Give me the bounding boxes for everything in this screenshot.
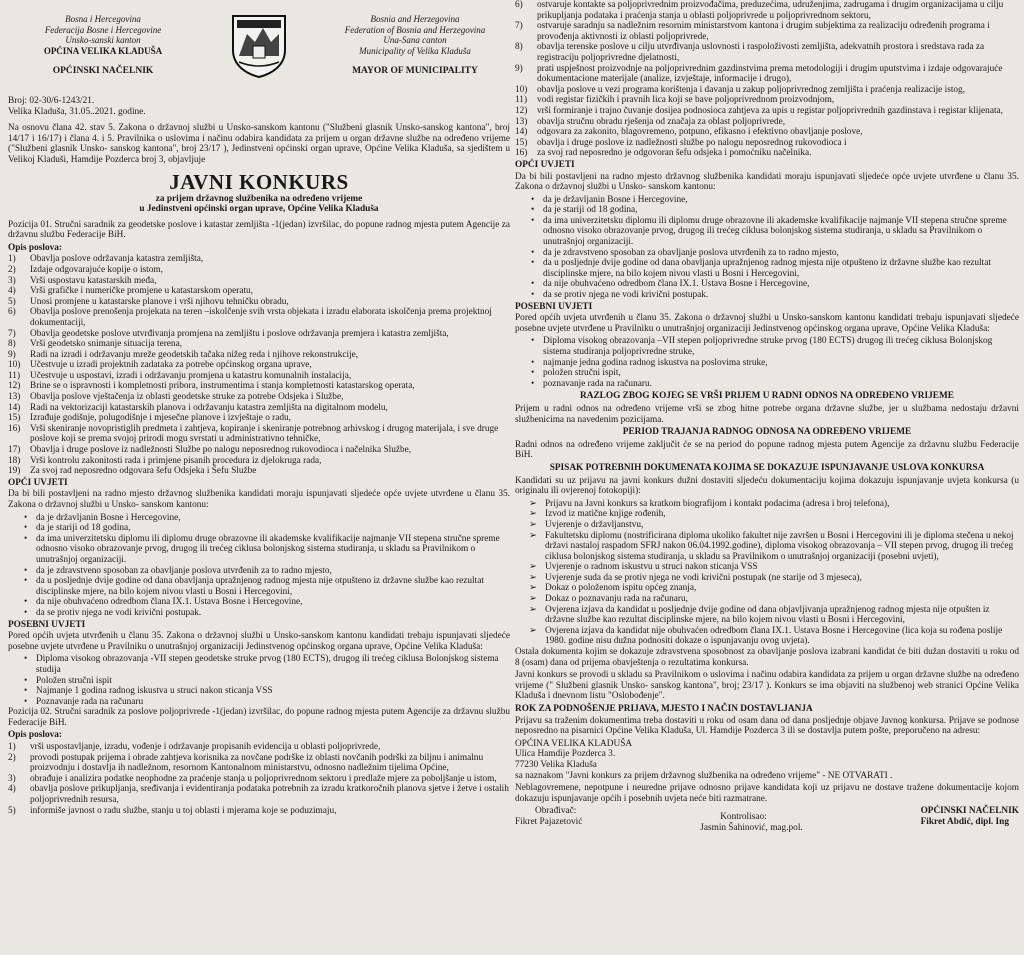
- period-text: Radni odnos na određeno vrijeme zaključit će se na period do popune radnog mjesta putem Agencije za državnu službu Federacije BiH.: [515, 439, 1019, 461]
- condition-item: • Položen stručni ispit: [36, 676, 510, 687]
- document-item: ➢ Uvjerenje suda da se protiv njega ne vodi krivični postupak (ne starije od 3 mjeseca),: [545, 573, 1019, 584]
- item-text: Učestvuje u izradi projektnih zadataka za potrebe općinskog organa uprave,: [30, 360, 312, 371]
- item-text: Vrši uspostavu katastarskih međa,: [30, 275, 157, 286]
- condition-item: • Diploma visokog obrazovanja –VII stepen poljoprivredne struke prvog (180 ECTS) drugog ili trećeg ciklusa Bolonjskog sistema studiranja poljoprivredne struke,: [543, 336, 1019, 357]
- mayor-block: [921, 806, 1019, 833]
- item-number: 14): [8, 402, 21, 413]
- official-title-right: MAYOR OF MUNICIPALITY: [352, 66, 478, 76]
- item-text: Radi na vektorizaciji katastarskih planova i održavanju katastra zemljišta na digitalnom modelu,: [30, 402, 388, 413]
- publication-note: Javni konkurs se provodi u skladu sa Pravilnikom o uslovima i načinu odabira kandidata za prijem u organ državne službe na određeno vrijeme (" Službeni glasnik Unsko- sanskog kantona", broj; 23/17 ). Konkurs se ima objaviti na službenoj web stranici Općine Velika Kladuša i dnevnom listu "Oslobođenje".: [515, 670, 1019, 702]
- duty-item: [515, 117, 1019, 128]
- item-number: 7): [8, 328, 16, 339]
- duty-item: [515, 64, 1019, 85]
- item-text: prati uspješnost proizvodnje na poljoprivrednim gazdinstvima prema metodologiji i drugim uputstvima i izdaje odgovarajuće dokumentacione materijale (analize, izvještaje, informacije i drugo),: [537, 63, 1003, 85]
- item-number: 16): [515, 148, 528, 159]
- special-conditions-label-2: POSEBNI UVJETI: [515, 301, 593, 312]
- item-text: obrađuje i analizira podatke neophodne za praćenje stanja u poljoprivrednom sektoru i predlaže mjere za poboljšanje u istom,: [30, 773, 497, 784]
- position-1-heading: Pozicija 01. Stručni saradnik za geodetske poslove i katastar zemljišta -1(jedan) izvršilac, do popune radnog mjesta putem Agencije za državnu službu Federacije BiH.: [8, 219, 510, 241]
- duties-list-position-1: [8, 254, 510, 476]
- address-line-2: Ulica Hamdije Pozderca 3.: [515, 749, 616, 760]
- general-conditions-intro-2: Da bi bili postavljeni na radno mjesto državnog službenika kandidati moraju ispunjavati sljedeće opće uvjete utvrđene u članu 35. Zakona o državnoj službi u Unsko- sanskom kantonu:: [515, 171, 1019, 193]
- condition-item: • da je zdravstveno sposoban za obavljanje poslova utvrđenih za to radno mjesto,: [543, 248, 1019, 259]
- item-text: odgovara za zakonito, blagovremeno, potpuno, efikasno i efektivno obavljanje poslove,: [537, 127, 863, 138]
- duty-item: [8, 286, 510, 297]
- duty-item: [8, 276, 510, 287]
- item-text: vodi registar fizičkih i pravnih lica koji se bave poljoprivrednom proizvodnjom,: [537, 95, 835, 106]
- condition-item: • da u posljednje dvije godine od dana obavljanja upražnjenog radnog mjesta nije otpušteno iz državne službe kao rezultat disciplinske mjere, na bilo kojem nivou vlasti u Bosni i Hercegovini,: [543, 258, 1019, 279]
- duty-item: [8, 742, 510, 753]
- item-text: Izrađuje godišnje, polugodišnje i mjesečne planove i izvještaje o radu,: [30, 413, 292, 424]
- condition-item: • poznavanje rada na računaru.: [543, 379, 1019, 390]
- document-item: ➢ Ovjerena izjava da kandidat nije obuhvaćen odredbom člana IX.1. Ustava Bosne i Hercegovine (lica koja su rođena poslije 1980. godine nisu dužna podnositi dokaze o ispunjavanju ovog uvjeta).: [545, 626, 1019, 647]
- condition-item: • da ima univerzitetsku diplomu ili diplomu druge obrazovne ili akademske kvalifikacije najmanje VII stepena stručne spreme odnosno visoko obrazovanje prvog, drugog ili trećeg ciklusa bolonjskog sistema studiranja, u skladu sa Pravilnikom o unutrašnjoj organizaciji.: [36, 534, 510, 566]
- controller-block: Kontrolisao: Jasmin Šahinović, mag.pol.: [700, 812, 803, 833]
- document-item: ➢ Prijavu na Javni konkurs sa kratkom biografijom i kontakt podacima (adresa i broj telefona),: [545, 499, 1019, 510]
- reason-text: Prijem u radni odnos na određeno vrijeme vrši se zbog hitne potrebe organa državne službe, jer u službama nedostaju državni službenicima na navedenim pozicijama.: [515, 403, 1019, 425]
- document-item: ➢ Uvjerenje o radnom iskustvu u struci nakon sticanja VSS: [545, 562, 1019, 573]
- item-number: 8): [515, 42, 523, 53]
- duty-item: [8, 424, 510, 445]
- document-item: ➢ Uvjerenje o državljanstvu,: [545, 520, 1019, 531]
- duty-item: [515, 21, 1019, 42]
- documents-heading: SPISAK POTREBNIH DOKUMENATA KOJIMA SE DOKAZUJE ISPUNJAVANJE USLOVA KONKURSA: [549, 462, 985, 473]
- official-title-left: OPĆINSKI NAČELNIK: [52, 66, 154, 76]
- general-conditions-label: OPĆI UVJETI: [8, 477, 68, 488]
- reference-number: Broj: 02-30/6-1243/21.: [8, 96, 95, 106]
- duty-item: [8, 403, 510, 414]
- item-number: 16): [8, 423, 21, 434]
- special-conditions-list-1: [8, 654, 510, 707]
- condition-item: • da ima univerzitetsku diplomu ili diplomu druge obrazovne ili akademske kvalifikacije najmanje VII stepena stručne spreme odnosno visoko obrazovanje prvog, drugog ili trećeg ciklusa bolonjskog sistema studiranja, u skladu sa Pravilnikom o unutrašnjoj organizaciji.: [543, 216, 1019, 248]
- item-number: 14): [515, 127, 528, 138]
- condition-item: • da je zdravstveno sposoban za obavljanje poslova utvrđenih za to radno mjesto,: [36, 566, 510, 577]
- general-conditions-list-2: [515, 195, 1019, 301]
- health-documents-note: Ostala dokumenta kojim se dokazuje zdravstvena sposobnost za obavljanje poslova izabrani kandidat će biti dužan dostaviti u roku od 8 (osam) dana od prijema obavještenja o rezultatima konkursa.: [515, 647, 1019, 668]
- address-line-1: OPĆINA VELIKA KLADUŠA: [515, 738, 633, 749]
- item-text: ostvaruje kontakte sa poljoprivrednim proizvođačima, preduzećima, udruženjima, zadrugama i drugim organizacijama u cilju prikupljanja podataka i praćenja stanja u oblasti poljoprivrede u poljoprivrednom sektoru,: [537, 0, 1004, 21]
- duties-list-position-2-part-1: [8, 742, 510, 816]
- deadline-text: Prijavu sa traženim dokumentima treba dostaviti u roku od osam dana od dana posljednje objave Javnog konkursa. Prijave se podnose neposredno na pisarnici Općine Velika Kladuša, Ul. Hamdije Pozderca 3 ili se dostavlja putem pošte, preporučeno na adresu:: [515, 715, 1019, 737]
- item-text: Obavlja i druge poslove iz nadležnosti Službe po nalogu neposrednog rukovodioca i načelnika Službe,: [30, 445, 412, 456]
- right-column: [515, 0, 1019, 834]
- subtitle-line-1: za prijem državnog službenika na određeno vrijeme: [155, 193, 363, 204]
- condition-item: • položen stručni ispit,: [543, 368, 1019, 379]
- condition-item: • da nije obuhvaćeno odredbom člana IX.1. Ustava Bosne i Hercegovine,: [36, 597, 510, 608]
- condition-item: • najmanje jedna godina radnog iskustva na poslovima struke,: [543, 358, 1019, 369]
- item-text: obavlja terenske poslove u cilju utvrđivanja uslovnosti i raspoloživosti zemljišta, adekvatnih prostora i sredstava rada za registraciju poljoprivredne djelatnosti,: [537, 42, 985, 63]
- duty-item: [515, 42, 1019, 63]
- period-heading: PERIOD TRAJANJA RADNOG ODNOSA NA ODREĐENO VRIJEME: [622, 427, 912, 438]
- duty-item: [8, 413, 510, 424]
- general-conditions-intro: Da bi bili postavljeni na radno mjesto državnog službenika kandidati moraju ispunjavati sljedeće opće uvjete utvrđene u članu 35. Zakona o državnoj službi u Unsko- sanskom kantonu:: [8, 489, 510, 510]
- condition-item: • da je državljanin Bosne i Hercegovine,: [36, 513, 510, 524]
- duty-item: [515, 138, 1019, 149]
- duty-item: [8, 381, 510, 392]
- deadline-heading: ROK ZA PODNOŠENJE PRIJAVA, MJESTO I NAČIN DOSTAVLJANJA: [515, 704, 813, 714]
- item-number: 9): [515, 63, 523, 74]
- item-number: 10): [8, 360, 21, 371]
- item-number: 3): [8, 773, 16, 784]
- item-text: obavlja poslove prikupljanja, sređivanja i evidentiranja podataka potrebnih za izradu kratkoročnih planova sjetve i žetve i ostalih poljoprivrednih resursa,: [30, 784, 509, 806]
- item-number: 5): [8, 296, 16, 307]
- item-text: Radi na izradi i održavanju mreže geodetskih tačaka nižeg reda i njihove rekonstrukcije,: [30, 349, 359, 360]
- item-number: 2): [8, 264, 16, 275]
- left-column: [8, 0, 510, 816]
- condition-item: • Diploma visokog obrazovanja -VII stepen geodetske struke prvog (180 ECTS), drugog ili trećeg ciklusa Bolonjskog sistema studija: [36, 654, 510, 675]
- item-number: 7): [515, 21, 523, 32]
- duties-label-2: Opis poslova:: [8, 730, 62, 741]
- item-number: 12): [515, 105, 528, 116]
- mayor-title: OPĆINSKI NAČELNIK: [920, 806, 1019, 817]
- item-number: 1): [8, 742, 16, 753]
- duty-item: [8, 445, 510, 456]
- special-conditions-list-2: [515, 336, 1019, 389]
- item-number: 11): [8, 370, 21, 381]
- item-number: 1): [8, 254, 16, 265]
- subtitle-line-2: u Jedinstveni općinski organ uprave, Općine Velika Kladuša: [139, 204, 379, 215]
- duty-item: [8, 329, 510, 340]
- item-text: Vrši kontrolu zakonitosti rada i primjene pisanih procedura iz djelokruga rada,: [30, 455, 322, 466]
- item-number: 3): [8, 275, 16, 286]
- item-number: 15): [515, 137, 528, 148]
- duties-label: Opis poslova:: [8, 242, 62, 253]
- duty-item: [8, 774, 510, 785]
- item-text: Obavlja poslove održavanja katastra zemljišta,: [30, 254, 204, 265]
- item-text: Vrši grafičke i numeričke promjene u katastarskom operatu,: [30, 286, 254, 297]
- condition-item: • da je državljanin Bosne i Hercegovine,: [543, 195, 1019, 206]
- item-number: 12): [8, 381, 21, 392]
- special-conditions-intro-2: Pored općih uvjeta utvrđenih u članu 35. Zakona o državnoj službi u Unsko-sanskom kantonu kandidati trebaju ispunjavati sljedeće posebne uvjete utvrđene u Pravilniku o unutrašnjoj organizaciji Jedinstvenog općinskog organa uprave, Općine Velika Kladuša:: [515, 313, 1019, 334]
- required-documents-list: [515, 499, 1019, 647]
- reason-heading: RAZLOG ZBOG KOJEG SE VRŠI PRIJEM U RADNI ODNOS NA ODREĐENO VRIJEME: [580, 391, 954, 402]
- duty-item: [8, 307, 510, 328]
- duty-item: [515, 148, 1019, 159]
- item-text: Vrši skeniranje novopristiglih predmeta i zahtjeva, kopiranje i skeniranje potrebnog arhivskog i drugog materijala, i sve druge poslove koji se prema svojoj prirodi mogu svrstati u administrativno tehničke,: [30, 423, 499, 445]
- duty-item: [8, 466, 510, 477]
- condition-item: • da je stariji od 18 godina,: [36, 523, 510, 534]
- duty-item: [8, 753, 510, 774]
- item-text: obavlja i druge poslove iz nadležnosti službe po nalogu neposrednog rukovodioca i: [537, 137, 847, 148]
- item-number: 9): [8, 349, 16, 360]
- document-date: Velika Kladuša, 31.05..2021. godine.: [8, 106, 146, 117]
- item-text: Učestvuje u uspostavi, izradi i održavanju promjena u katastru komunalnih instalacija,: [30, 370, 352, 381]
- item-number: 13): [8, 392, 21, 403]
- item-number: 10): [515, 84, 528, 95]
- municipal-crest-icon: [227, 12, 291, 78]
- duty-item: [515, 85, 1019, 96]
- document-item: ➢ Izvod iz matične knjige rođenih,: [545, 509, 1019, 520]
- condition-item: • da je stariji od 18 godina,: [543, 205, 1019, 216]
- duty-item: [8, 456, 510, 467]
- envelope-note: sa naznakom "Javni konkurs za prijem državnog službenika na određeno vrijeme" - NE OTVARATI .: [515, 770, 893, 781]
- condition-item: • da se protiv njega ne vodi krivični postupak.: [543, 290, 1019, 301]
- address-line-3: 77230 Velika Kladuša: [515, 759, 597, 770]
- document-item: ➢ Dokaz o poznavanju rada na računaru,: [545, 594, 1019, 605]
- document-item: ➢ Fakultetsku diplomu (nostrificirana diploma ukoliko fakultet nije završen u Bosni i Hercegovini ili je diploma stečena u nekoj državi nastaloj raspadom SFRJ nakon 06.04.1992.godine), diploma visokog obrazovanja – VII stepen prvog, drugog ili trećeg ciklusa bolonjskog sistema studiranja, u skladu sa Pravilnikom o unutrašnjoj organizaciji (posebni uvjeti),: [545, 531, 1019, 563]
- general-conditions-list: [8, 513, 510, 619]
- item-text: Obavlja poslove vještačenja iz oblasti geodetske struke za potrebe Odsjeka i Službe,: [30, 392, 344, 403]
- signature-block: [515, 806, 1019, 833]
- condition-item: • da nije obuhvaćeno odredbom člana IX.1. Ustava Bosne i Hercegovine,: [543, 279, 1019, 290]
- item-text: Vrši geodetsko snimanje situacija terena,: [30, 339, 183, 350]
- item-number: 18): [8, 455, 21, 466]
- condition-item: • da u posljednje dvije godine od dana obavljanja upražnjenog radnog mjesta nije otpušteno iz državne službe kao rezultat disciplinske mjere, na bilo kojem nivou vlasti u Bosni i Hercegovini,: [36, 576, 510, 597]
- item-number: 15): [8, 413, 21, 424]
- item-number: 6): [515, 0, 523, 10]
- processor-name: Fikret Pajazetović: [515, 816, 583, 827]
- item-text: ostvaruje saradnju sa nadležnim resornim ministarstvom kantona i drugim subjektima za realizaciju određenih programa i provođenja aktivnosti iz oblasti poljoprivrede,: [537, 21, 990, 42]
- document-item: ➢ Dokaz o položenom ispitu općeg znanja,: [545, 583, 1019, 594]
- item-text: obavlja poslove u vezi programa korištenja i davanja u zakup poljoprivrednog zemljišta i praćenja realizacije istog,: [537, 84, 966, 95]
- condition-item: • Poznavanje rada na računaru: [36, 697, 510, 708]
- duties-list-position-2-part-2: [515, 0, 1019, 159]
- letterhead: [8, 0, 510, 96]
- duty-item: [8, 254, 510, 265]
- item-number: 4): [8, 286, 16, 297]
- item-number: 5): [8, 805, 16, 816]
- duty-item: [8, 339, 510, 350]
- special-conditions-intro: Pored općih uvjeta utvrđenih u članu 35. Zakona o državnoj službi u Unsko-sanskom kantonu kandidati trebaju ispunjavati sljedeće posebne uvjete utvrđene u Pravilniku o unutrašnjoj organizaciji Jedinstvenog općinskog organa uprave, Općine Velika Kladuša:: [8, 631, 510, 652]
- item-text: Unosi promjene u katastarske planove i vrši njihovu tehničku obradu,: [30, 296, 289, 307]
- position-2-heading: Pozicija 02. Stručni saradnik za poslove poljoprivrede -1(jedan) izvršilac, do popune radnog mjesta putem Agencije za državnu službu Federacije BiH.: [8, 707, 510, 728]
- intro-paragraph: Na osnovu člana 42. stav 5. Zakona o državnoj službi u Unsko-sanskom kantonu ("Službeni glasnik Unsko-sanskog kantona", broj 14/17 i 16/17) i člana 4. i 5. Pravilnika o uslovima i načinu odabira kandidata za prijem u organ državne službe na određeno vrijeme ("Službeni glasnik Unsko- sanskog kantona", broj 23/17 ), Jedinstveni općinski organ uprave, Općine Velika Kladuša, sa sjedištem u Velikoj Kladuši, Hamdije Pozderca broj 3, objavljuje: [8, 123, 510, 165]
- duty-item: [8, 350, 510, 361]
- item-number: 17): [8, 445, 21, 456]
- item-number: 6): [8, 307, 16, 318]
- special-conditions-label: POSEBNI UVJETI: [8, 619, 86, 630]
- item-number: 19): [8, 466, 21, 477]
- condition-item: • Najmanje 1 godina radnog iskustva u struci nakon sticanja VSS: [36, 686, 510, 697]
- item-text: Za svoj rad neposredno odgovara šefu Odsjeka i Šefu Službe: [30, 466, 257, 477]
- general-conditions-label-2: OPĆI UVJETI: [515, 159, 575, 170]
- item-number: 4): [8, 784, 16, 795]
- duty-item: [8, 784, 510, 805]
- duty-item: [8, 360, 510, 371]
- duty-item: [8, 371, 510, 382]
- duty-item: [515, 0, 1019, 21]
- item-text: informiše javnost o radu službe, stanju u toj oblasti i mjerama koje se poduzimaju,: [30, 805, 337, 816]
- letterhead-left: Bosna i Hercegovina Federacija Bosne i Hercegovine Unsko-sanski kanton OPĆINA VELIKA KLADUŠA OPĆINSKI NAČELNIK: [8, 0, 198, 77]
- mayor-name: Fikret Abdić, dipl. Ing: [920, 816, 1009, 827]
- letterhead-right: Bosnia and Herzegovina Federation of Bosnia and Herzegovina Una-Sana canton Municipality of Velika Kladuša MAYOR OF MUNICIPALITY: [320, 0, 510, 77]
- duty-item: [515, 127, 1019, 138]
- item-text: vrši uspostavljanje, izradu, vođenje i održavanje propisanih evidencija u oblasti poljoprivrede,: [30, 742, 381, 753]
- late-applications-note: Neblagovremene, nepotpune i neuredne prijave odnosno prijave kandidata koji uz prijavu ne dostave tražene dokumentacije kojom dokazuju ispunjavanje općih i posebnih uvjeta neće biti razmatrane.: [515, 783, 1019, 804]
- documents-intro: Kandidati su uz prijavu na javni konkurs dužni dostaviti sljedeću dokumentaciju kojima dokazuju ispunjavanje uvjeta konkursa (u originalu ili ovjerenoj fotokopiji):: [515, 475, 1019, 497]
- item-text: Izdaje odgovarajuće kopije o istom,: [30, 264, 163, 275]
- processor-block: Obrađivač: Fikret Pajazetović: [515, 806, 583, 827]
- item-number: 13): [515, 116, 528, 127]
- controller-name: Jasmin Šahinović, mag.pol.: [700, 822, 803, 833]
- condition-item: • da se protiv njega ne vodi krivični postupak.: [36, 608, 510, 619]
- duty-item: [8, 806, 510, 817]
- duty-item: [515, 106, 1019, 117]
- item-text: Obavlja poslove prenošenja projekata na teren –iskolčenje svih vrsta objekata i izradu elaborata iskolčenja prema projektnoj dokumentaciji,: [30, 307, 492, 328]
- item-text: obavlja stručnu obradu rješenja od značaja za oblast poljoprivrede,: [537, 116, 786, 127]
- item-text: provodi postupak prijema i obrade zahtjeva korisnika za novčane podrške iz oblasti novčanih podrški za biljnu i animalnu proizvodnju i dostavlja ih nadležnom, resornom Kantonalnom ministarstvu, odnosno nadležnim tijelima Općine,: [30, 752, 484, 774]
- duty-item: [8, 265, 510, 276]
- duty-item: [8, 392, 510, 403]
- item-text: vrši formiranje i trajno čuvanje dosijea podnosioca zahtjeva za upis u registar poljoprivrednih gazdinstava i registar klijenata,: [537, 105, 1003, 116]
- item-text: Brine se o ispravnosti i kompletnosti pribora, instrumentima i stanja kompletnosti katastarskog operata,: [30, 381, 415, 392]
- item-number: 11): [515, 95, 528, 106]
- item-number: 8): [8, 339, 16, 350]
- item-number: 2): [8, 752, 16, 763]
- document-item: ➢ Ovjerena izjava da kandidat u posljednje dvije godine od dana objavljivanja upražnjenog radnog mjesta nije otpušten iz državne službe kao rezultat disciplinske mjere, na bilo kojem nivou vlasti u Bosni i Hercegovini,: [545, 605, 1019, 626]
- duty-item: [515, 95, 1019, 106]
- document-title: JAVNI KONKURS: [169, 169, 349, 194]
- duty-item: [8, 297, 510, 308]
- item-text: Obavlja geodetske poslove utvrđivanja promjena na zemljištu i poslove održavanja premjera i katastra zemljišta,: [30, 328, 449, 339]
- item-text: za svoj rad neposredno je odgovoran šefu odsjeka i pomoćniku načelnika.: [537, 148, 812, 159]
